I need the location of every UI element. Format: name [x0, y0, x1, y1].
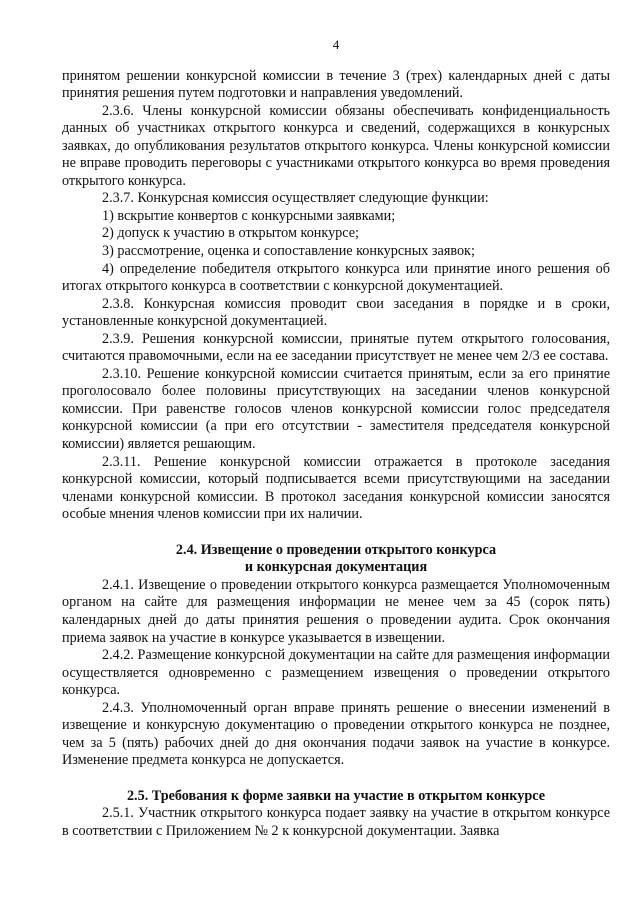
section-2-5	[62, 788, 610, 841]
list-item: 3) рассмотрение, оценка и сопоставление конкурсных заявок;	[102, 243, 475, 260]
list-item: 2) допуск к участию в открытом конкурсе;	[102, 225, 359, 242]
section-heading: 2.5. Требования к форме заявки на участие в открытом конкурсе	[126, 787, 546, 804]
paragraph: 2.4.1. Извещение о проведении открытого конкурса размещается Уполномоченным органом на сайте для размещения информации не менее чем за 45 (сорок пять) календарных дней до даты принятия решения о проведении аудита. Срок окончания приема заявок на участие в конкурсе указывается в извещении.	[62, 576, 610, 646]
list-item: 4) определение победителя открытого конкурса или принятие иного решения об итогах открытого конкурса в соответствии с конкурсной документацией.	[62, 260, 610, 295]
section-2-3-body	[62, 68, 610, 524]
page-number: 4	[332, 37, 340, 52]
paragraph: 2.3.6. Члены конкурсной комиссии обязаны обеспечивать конфиденциальность данных об участниках открытого конкурса и сведений, содержащихся в конкурсных заявках, до опубликования результатов открытого конкурса. Члены конкурсной комиссии не вправе проводить переговоры с участниками открытого конкурса во время проведения открытого конкурса.	[62, 102, 610, 189]
paragraph: 2.3.11. Решение конкурсной комиссии отражается в протоколе заседания конкурсной комиссии, который подписывается всеми присутствующими на заседании членами конкурсной комиссии. В протокол заседания конкурсной комиссии заносятся особые мнения членов комиссии при их наличии.	[62, 453, 610, 523]
paragraph: принятом решении конкурсной комиссии в течение 3 (трех) календарных дней с даты принятия решения путем подготовки и направления уведомлений.	[62, 67, 610, 102]
paragraph: 2.3.9. Решения конкурсной комиссии, принятые путем открытого голосования, считаются правомочными, если на ее заседании присутствует не менее чем 2/3 ее состава.	[62, 330, 610, 365]
paragraph: 2.3.10. Решение конкурсной комиссии считается принятым, если за его принятие проголосовало более половины присутствующих на заседании членов конкурсной комиссии. При равенстве голосов членов конкурсной комиссии голос председателя конкурсной комиссии (а при его отсутствии - заместителя председателя конкурсной комиссии) является решающим.	[62, 365, 610, 453]
paragraph: 2.3.7. Конкурсная комиссия осуществляет следующие функции:	[102, 190, 489, 207]
paragraph: 2.4.2. Размещение конкурсной документации на сайте для размещения информации осуществляется одновременно с размещением извещения о проведении открытого конкурса.	[62, 647, 610, 699]
paragraph: 2.5.1. Участник открытого конкурса подает заявку на участие в открытом конкурсе в соответствии с Приложением № 2 к конкурсной документации. Заявка	[62, 805, 610, 839]
paragraph: 2.3.8. Конкурсная комиссия проводит свои заседания в порядке и в сроки, установленные конкурсной документацией.	[62, 295, 610, 330]
section-heading: 2.4. Извещение о проведении открытого конкурса	[175, 541, 497, 558]
paragraph: 2.4.3. Уполномоченный орган вправе принять решение о внесении изменений в извещение и конкурсную документацию о проведении открытого конкурса не позднее, чем за 5 (пять) рабочих дней до дня окончания подачи заявок на участие в конкурсе. Изменение предмета конкурса не допускается.	[62, 699, 610, 769]
list-item: 1) вскрытие конвертов с конкурсными заявками;	[102, 207, 396, 224]
section-2-4	[62, 542, 610, 770]
section-heading: и конкурсная документация	[244, 559, 428, 576]
